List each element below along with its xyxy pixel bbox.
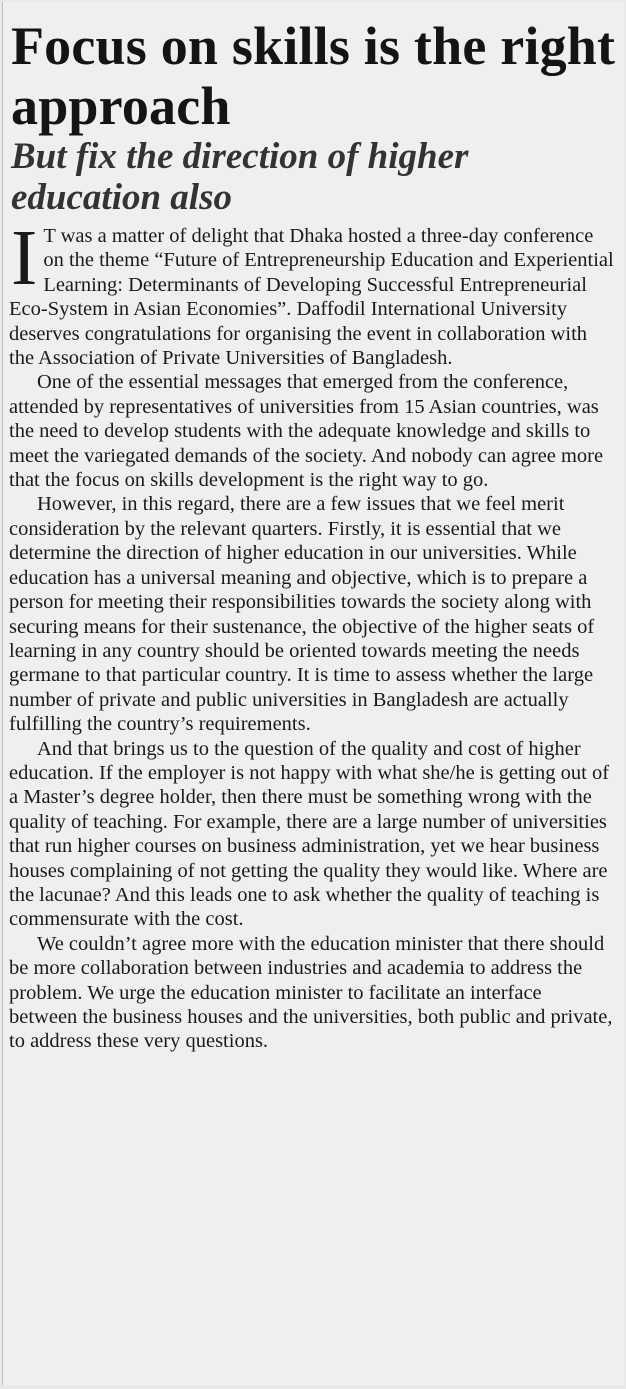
paragraph-2: One of the essential messages that emerged from the conference, attended by representatives of universities from 15 Asian countries, was the need to develop students with the adequate knowledge and skills to meet the variegated demands of the society. And nobody can agree more that the focus on skills development is the right way to go.	[9, 371, 604, 492]
paragraph-5: We couldn’t agree more with the education minister that there should be more collaboration between industries and academia to address the problem. We urge the education minister to facilitate an interface between the business houses and the universities, both public and private, to address these very questions.	[9, 932, 613, 1053]
paragraph-4: And that brings us to the question of the quality and cost of higher education. If the employer is not happy with what she/he is getting out of a Master’s degree holder, then there must be something wrong with the quality of teaching. For example, there are a large number of universities that run higher courses on business administration, yet we hear business houses complaining of not getting the quality they would like. Where are the lacunae? And this leads one to ask whether the quality of teaching is commensurate with the cost.	[9, 737, 610, 931]
paragraph-1-text: T was a matter of delight that Dhaka hosted a three-day conference on the theme “Future of Entrepreneurship Education and Experiential Learning: Determinants of Developing Successful Entrepreneurial Eco-System in Asian Economies”. Daffodil International University deserves congratulations for organising the event in collaboration with the Association of Private Universities of Bangladesh.	[9, 225, 614, 370]
paragraph-1	[9, 215, 614, 370]
drop-cap: I	[11, 215, 38, 302]
newspaper-clipping	[2, 2, 624, 1385]
headline: Focus on skills is the right approach	[11, 16, 616, 136]
subheadline: But fix the direction of higher education also	[11, 136, 469, 218]
paragraph-3: However, in this regard, there are a few issues that we feel merit consideration by the relevant quarters. Firstly, it is essential that we determine the direction of higher education in our universities. While education has a universal meaning and objective, which is to prepare a person for meeting their responsibilities towards the society along with securing means for their sustenance, the objective of the higher seats of learning in any country should be oriented towards meeting the needs germane to that particular country. It is time to assess whether the large number of private and public universities in Bangladesh are actually fulfilling the country’s requirements.	[9, 493, 595, 736]
article-body	[3, 215, 624, 1054]
